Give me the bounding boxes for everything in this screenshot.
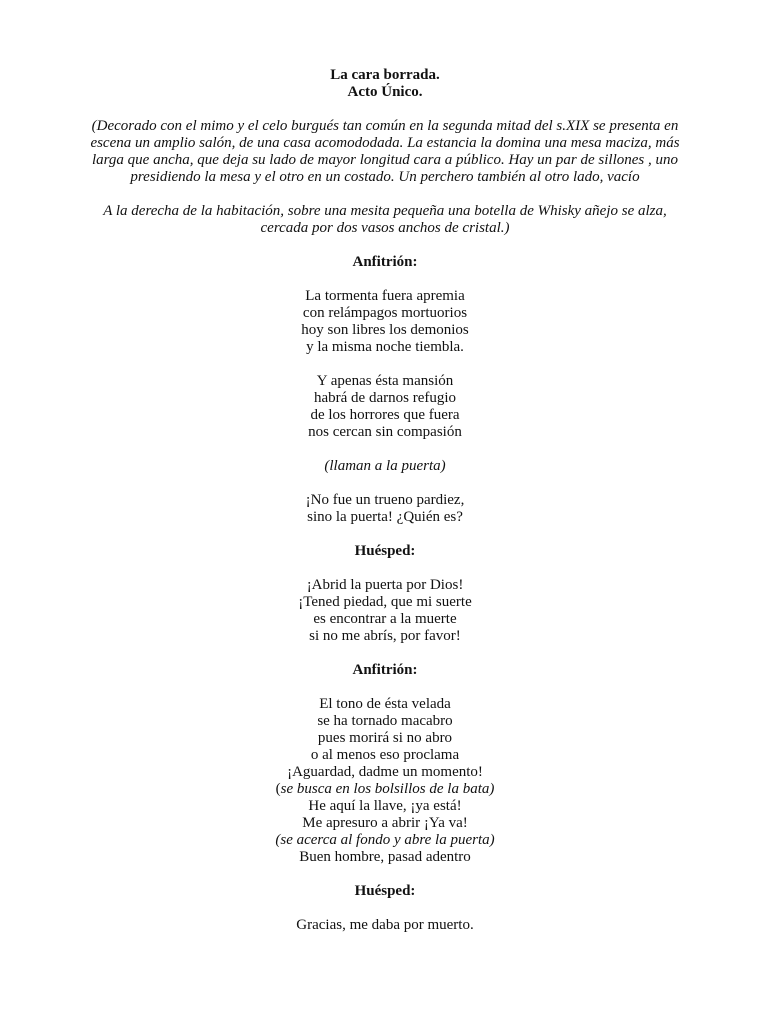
verse-line: La tormenta fuera apremia — [305, 288, 465, 304]
spacer — [70, 475, 700, 492]
stage-direction-knock: (llaman a la puerta) — [324, 458, 446, 474]
verse-line: Gracias, me daba por muerto. — [296, 917, 474, 933]
spacer — [70, 679, 700, 696]
verse-line: El tono de ésta velada — [319, 696, 451, 712]
verse-line: se ha tornado macabro — [317, 713, 453, 729]
verse-line: pues morirá si no abro — [317, 730, 453, 746]
speaker-anfitrion: Anfitrión: — [352, 662, 418, 678]
verse-line: ¡Tened piedad, que mi suerte — [298, 594, 472, 610]
verse-line: de los horrores que fuera — [310, 407, 460, 423]
verse-line: ¡Abrid la puerta por Dios! — [306, 577, 464, 593]
act-title: Acto Único. — [347, 84, 423, 100]
spacer — [70, 900, 700, 917]
verse-line: con relámpagos mortuorios — [302, 305, 468, 321]
verse-line: nos cercan sin compasión — [308, 424, 462, 440]
verse-line: Y apenas ésta mansión — [316, 373, 454, 389]
setting-paragraph-2: A la derecha de la habitación, sobre una mesita pequeña una botella de Whisky añejo se alza, cercada por dos vasos anchos de cristal.) — [103, 203, 667, 236]
stage-direction-pockets-text: se busca en los bolsillos de la bata) — [280, 781, 495, 797]
verse-line: He aquí la llave, ¡ya está! — [308, 798, 462, 814]
spacer — [70, 866, 700, 883]
speaker-huesped: Huésped: — [354, 883, 416, 899]
play-title: La cara borrada. — [330, 67, 440, 83]
speaker-anfitrion: Anfitrión: — [352, 254, 418, 270]
verse-line: o al menos eso proclama — [310, 747, 460, 763]
document-body — [70, 67, 700, 934]
spacer — [70, 271, 700, 288]
spacer — [70, 645, 700, 662]
spacer — [70, 526, 700, 543]
spacer — [70, 560, 700, 577]
paren-open: ( — [275, 781, 281, 797]
verse-line: si no me abrís, por favor! — [309, 628, 461, 644]
setting-paragraph-1: (Decorado con el mimo y el celo burgués tan común en la segunda mitad del s.XIX se presenta en escena un amplio salón, de una casa acomododada. La estancia la domina una mesa maciza, más larga que ancha, que deja su lado de mayor longitud cara a público. Hay un par de sillones , uno presidiendo la mesa y el otro en un costado. Un perchero también al otro lado, vacío — [90, 118, 680, 185]
stage-direction-pockets — [70, 781, 700, 798]
verse-line: y la misma noche tiembla. — [306, 339, 464, 355]
verse-line: Buen hombre, pasad adentro — [299, 849, 471, 865]
verse-line: sino la puerta! ¿Quién es? — [307, 509, 463, 525]
spacer — [70, 441, 700, 458]
verse-line: es encontrar a la muerte — [313, 611, 457, 627]
verse-line: hoy son libres los demonios — [301, 322, 469, 338]
spacer — [70, 356, 700, 373]
verse-line: ¡Aguardad, dadme un momento! — [287, 764, 483, 780]
speaker-huesped: Huésped: — [354, 543, 416, 559]
verse-line: ¡No fue un trueno pardiez, — [305, 492, 465, 508]
verse-line: habrá de darnos refugio — [313, 390, 457, 406]
spacer — [70, 186, 700, 203]
spacer — [70, 101, 700, 118]
stage-direction-door: (se acerca al fondo y abre la puerta) — [275, 832, 495, 848]
verse-line: Me apresuro a abrir ¡Ya va! — [302, 815, 468, 831]
spacer — [70, 237, 700, 254]
